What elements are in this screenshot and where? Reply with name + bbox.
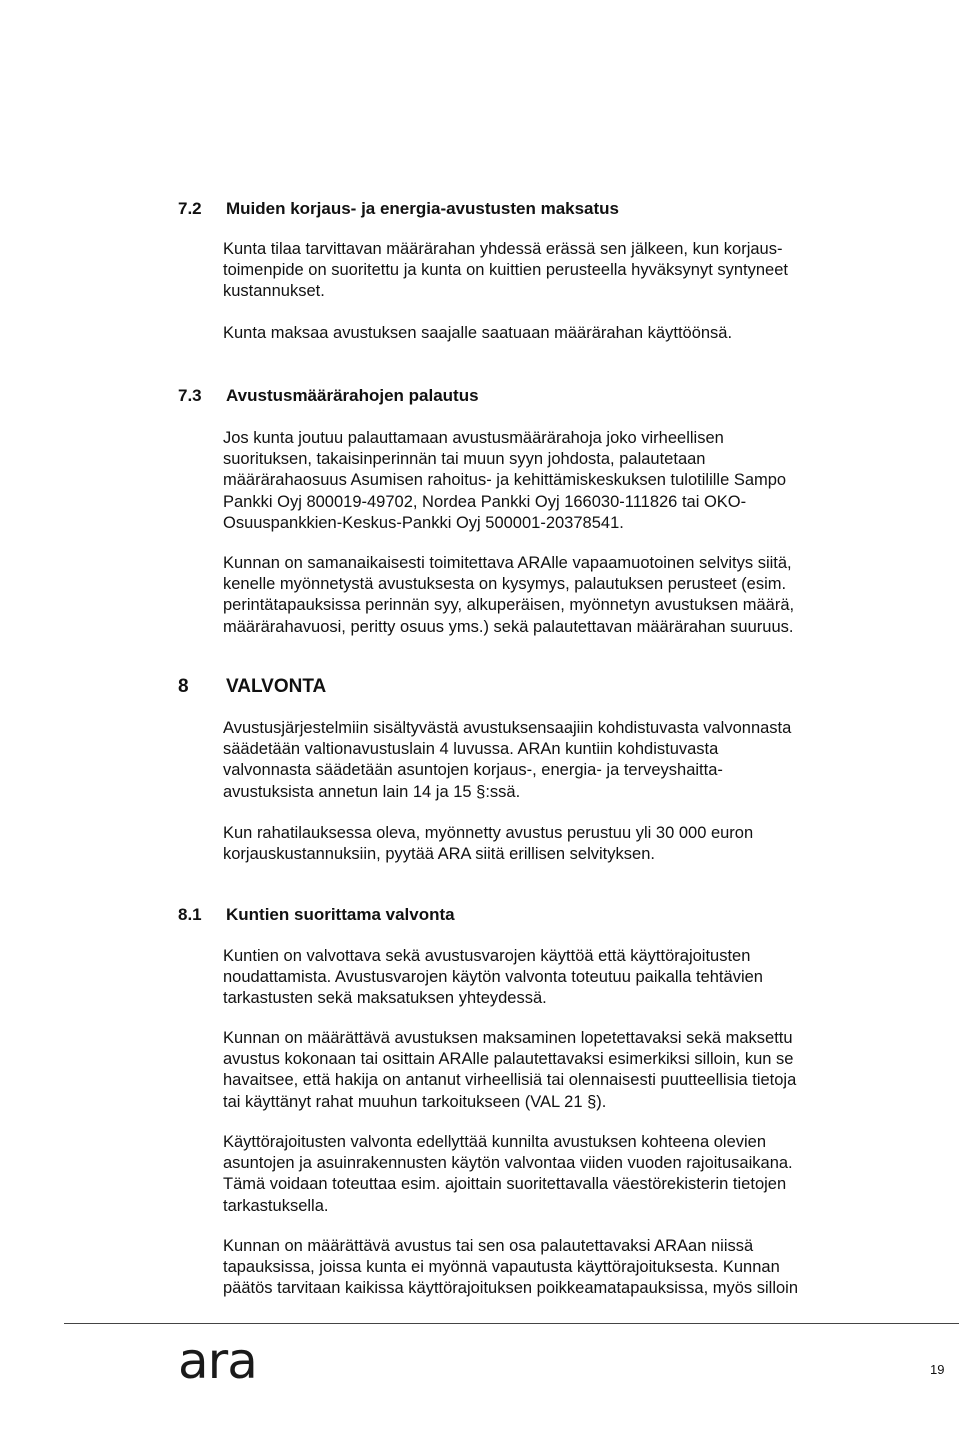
text-line: Kunnan on määrättävä avustus tai sen osa palautettavaksi ARAan niissä: [223, 1237, 754, 1255]
text-line: kenelle myönnetystä avustuksesta on kysymys, palautuksen perusteet (esim.: [223, 575, 787, 594]
text-line: Osuuspankkien-Keskus-Pankki Oyj 500001-20378541.: [223, 513, 624, 532]
text-line: avustus kokonaan tai osittain ARAlle palautettavaksi esimerkiksi silloin, kun se: [223, 1050, 794, 1069]
text-line: noudattamista. Avustusvarojen käytön valvonta toteutuu paikalla tehtävien: [223, 968, 763, 987]
text-line: Tämä voidaan toteuttaa esim. ajoittain suoritettavalla väestörekisterin tietojen: [223, 1175, 787, 1194]
text-line: tai käyttänyt rahat muuhun tarkoitukseen (VAL 21 §).: [223, 1092, 607, 1111]
text-line: määrärahaosuus Asumisen rahoitus- ja kehittämiskeskuksen tulotilille Sampo: [223, 471, 787, 490]
paragraph-8-1-1: [223, 946, 863, 1010]
text-line: säädetään valtionavustuslain 4 luvussa. ARAn kuntiin kohdistuvasta: [223, 740, 719, 759]
text-line: kustannukset.: [223, 282, 325, 301]
text-line: avustuksista annetun lain 14 ja 15 §:ssä.: [223, 782, 521, 801]
text-line: määrärahavuosi, peritty osuus yms.) sekä palautettavan määrärahan suuruus.: [223, 617, 794, 636]
text-line: Jos kunta joutuu palauttamaan avustusmäärärahoja joko virheellisen: [223, 429, 724, 447]
text-line: perintätapauksissa perinnän syy, alkuperäisen, myönnetyn avustuksen määrä,: [223, 596, 795, 615]
text-line: toimenpide on suoritettu ja kunta on kuittien perusteella hyväksynyt syntyneet: [223, 261, 788, 280]
text-line: Kunnan on määrättävä avustuksen maksaminen lopetettavaksi sekä maksettu: [223, 1029, 793, 1047]
text-line: Kunnan on samanaikaisesti toimitettava ARAlle vapaamuotoinen selvitys siitä,: [223, 554, 792, 572]
text-line: korjauskustannuksiin, pyytää ARA siitä erillisen selvityksen.: [223, 845, 655, 864]
text-line: Kuntien on valvottava sekä avustusvarojen käyttöä että käyttörajoitusten: [223, 947, 751, 965]
text-line: tarkastuksella.: [223, 1196, 329, 1215]
footer-rule: [64, 1323, 959, 1324]
paragraph-8-1: [223, 718, 863, 803]
text-line: suorituksen, takaisinperinnän tai muun syyn johdosta, palautetaan: [223, 450, 706, 469]
paragraph-7-2-2: [223, 323, 863, 344]
section-number-7-2: 7.2: [178, 199, 202, 218]
section-number-7-3: 7.3: [178, 386, 202, 405]
ara-logo: ara: [178, 1332, 257, 1390]
text-line: tapauksissa, joissa kunta ei myönnä vapautusta käyttörajoituksesta. Kunnan: [223, 1258, 780, 1277]
text-line: asuntojen ja asuinrakennusten käytön valvontaa viiden vuoden rajoitusaikana.: [223, 1154, 793, 1173]
text-line: Avustusjärjestelmiin sisältyvästä avustuksensaajiin kohdistuvasta valvonnasta: [223, 719, 792, 737]
section-title-7-2: Muiden korjaus- ja energia-avustusten maksatus: [226, 199, 620, 218]
paragraph-7-3-1: [223, 428, 863, 534]
paragraph-8-1-2: [223, 1028, 863, 1113]
paragraph-8-2: [223, 823, 863, 865]
page-number: 19: [930, 1362, 945, 1377]
text-line: valvonnasta säädetään asuntojen korjaus-, energia- ja terveyshaitta-: [223, 761, 723, 780]
text-line: tarkastusten sekä maksatuksen yhteydessä.: [223, 989, 547, 1008]
paragraph-8-1-3: [223, 1132, 863, 1217]
text-line: havaitsee, että hakija on antanut virheellisiä tai olennaisesti puutteellisia tietoja: [223, 1071, 797, 1090]
paragraph-7-3-2: [223, 553, 863, 638]
text-line: Pankki Oyj 800019-49702, Nordea Pankki Oyj 166030-111826 tai OKO-: [223, 492, 747, 511]
text-line: päätös tarvitaan kaikissa käyttörajoituksen poikkeamatapauksissa, myös silloin: [223, 1279, 799, 1298]
paragraph-7-2-1: [223, 239, 863, 303]
section-number-8: 8: [178, 676, 189, 697]
text-line: Käyttörajoitusten valvonta edellyttää kunnilta avustuksen kohteena olevien: [223, 1133, 767, 1151]
section-title-8: VALVONTA: [226, 676, 327, 697]
section-title-8-1: Kuntien suorittama valvonta: [226, 905, 455, 924]
paragraph-8-1-4: [223, 1236, 863, 1300]
section-number-8-1: 8.1: [178, 905, 202, 924]
text-line: Kunta maksaa avustuksen saajalle saatuaan määrärahan käyttöönsä.: [223, 324, 733, 342]
section-title-7-3: Avustusmäärärahojen palautus: [226, 386, 479, 405]
text-line: Kunta tilaa tarvittavan määrärahan yhdessä erässä sen jälkeen, kun korjaus-: [223, 240, 783, 258]
text-line: Kun rahatilauksessa oleva, myönnetty avustus perustuu yli 30 000 euron: [223, 824, 754, 842]
